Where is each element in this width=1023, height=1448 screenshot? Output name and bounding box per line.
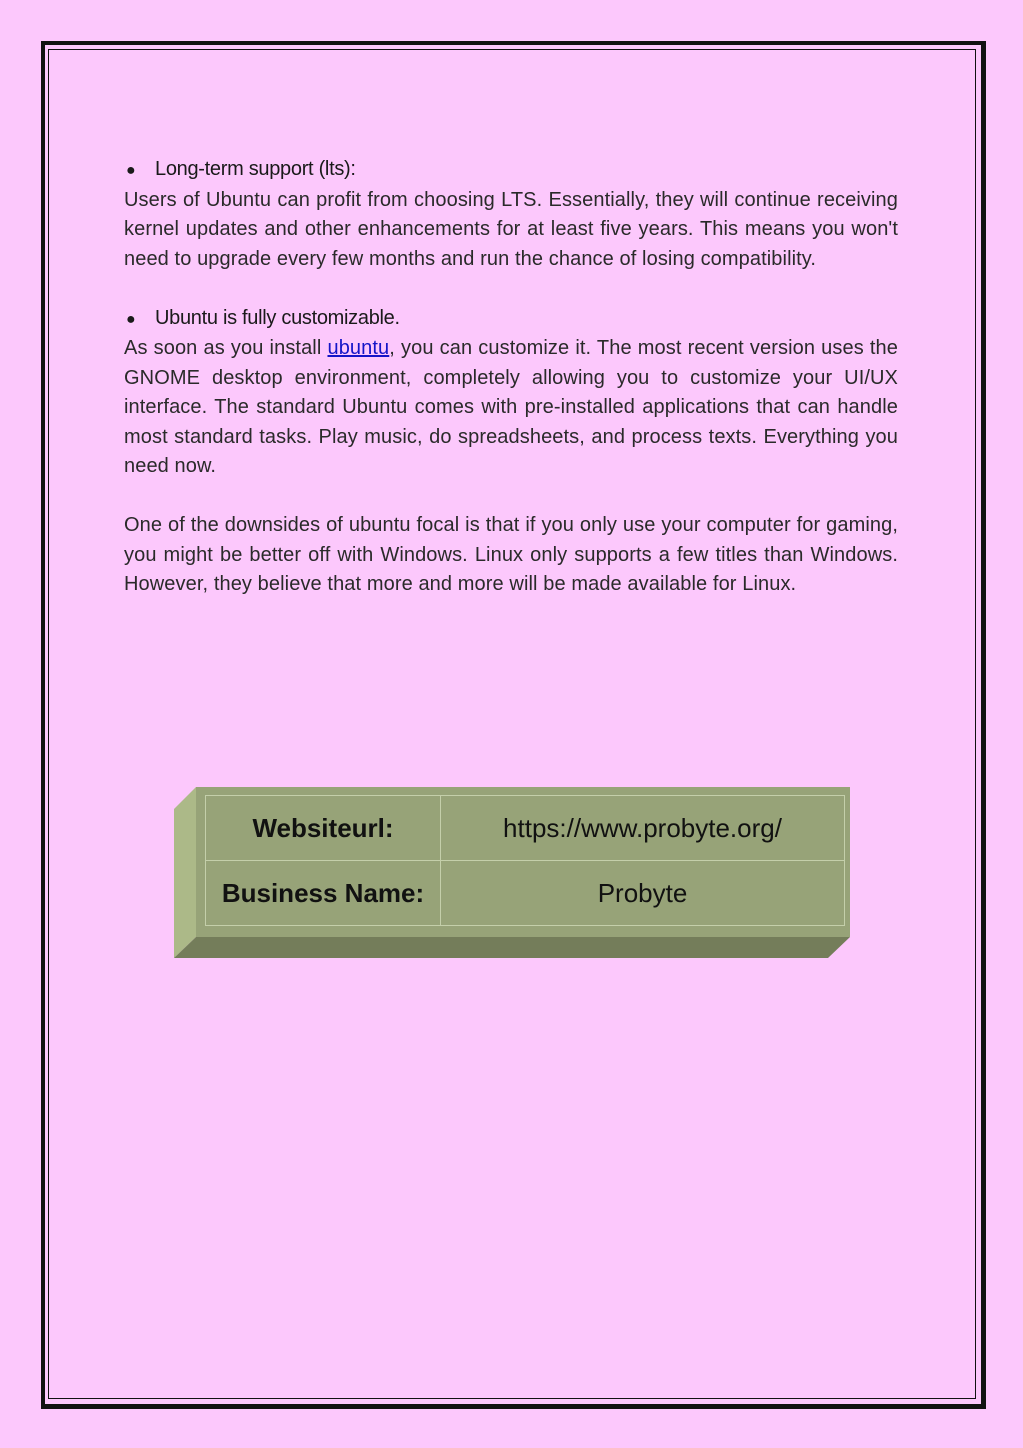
bullet-customizable-text: Ubuntu is fully customizable (155, 306, 395, 329)
bullet-lts (124, 155, 898, 186)
paragraph-downside: One of the downsides of ubuntu focal is that if you only use your computer for gaming, you might be better off with Windows. Linux only supports a few titles than Windows. However, they believe that more and more will be made available for Linux. (124, 514, 898, 595)
bullet-dot-icon: ● (126, 162, 136, 179)
paragraph-customizable-rest: , you can customize it. The most recent version uses the GNOME desktop environment, completely allowing you to customize your UI/UX interface. The standard Ubuntu comes with pre-installed applications that can handle most standard tasks. Play music, do spreadsheets, and process texts. Everything you need now. (124, 337, 898, 477)
website-url-value: https://www.probyte.org/ (441, 796, 845, 861)
bullet-customizable-label (155, 304, 400, 334)
business-name-label: Business Name: (206, 861, 441, 926)
paragraph-lts: Users of Ubuntu can profit from choosing LTS. Essentially, they will continue receiving kernel updates and other enhancements for at least five years. This means you won't need to upgrade every few months and run the chance of losing compatibility. (124, 188, 898, 270)
spacer (124, 482, 898, 512)
business-info-table (205, 795, 845, 926)
ubuntu-link[interactable]: ubuntu (327, 337, 390, 359)
document-body (124, 155, 898, 600)
business-info-box (174, 787, 850, 959)
bullet-customizable-suffix: . (394, 306, 400, 329)
bullet-dot-icon: ● (126, 310, 136, 328)
box-bottom-bevel (174, 937, 850, 958)
bullet-customizable (124, 304, 898, 335)
bullet-lts-label: Long-term support (lts): (155, 158, 356, 180)
paragraph-customizable-start: As soon as you install (124, 337, 328, 359)
website-url-label: Websiteurl: (206, 796, 441, 861)
box-left-bevel (174, 787, 196, 958)
business-name-value: Probyte (441, 861, 845, 926)
table-row (206, 796, 845, 861)
spacer (124, 274, 898, 304)
table-row (206, 861, 845, 926)
paragraph-customizable (124, 334, 898, 482)
